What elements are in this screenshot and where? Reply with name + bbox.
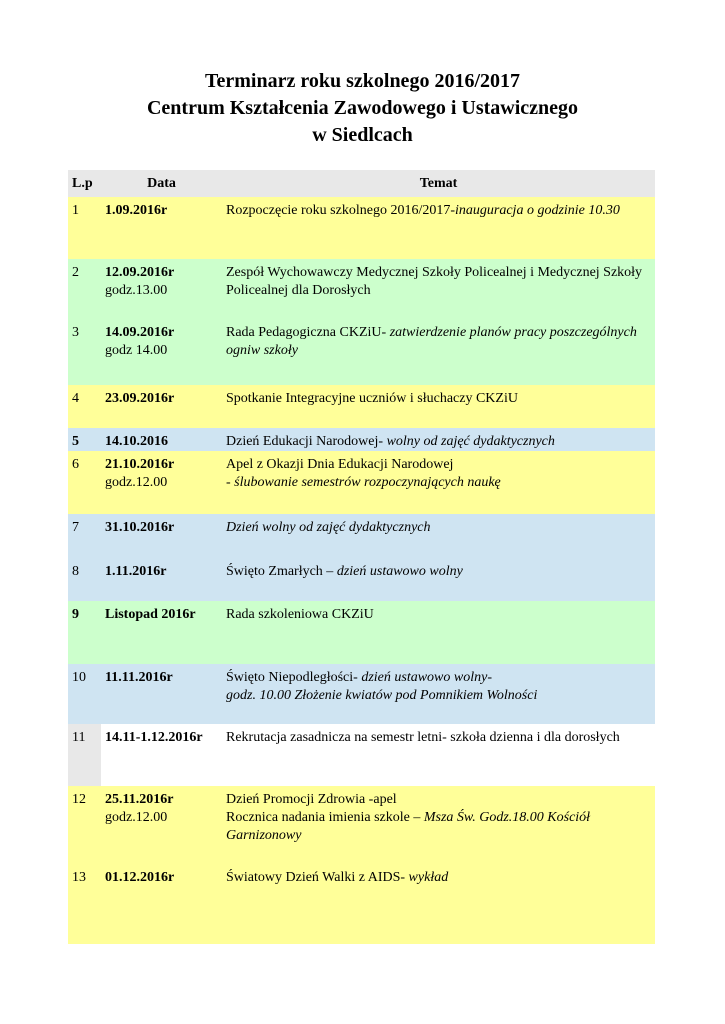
row-date-cell (101, 385, 222, 428)
row-topic (222, 319, 655, 385)
table-row (68, 664, 655, 724)
table-row (68, 724, 655, 786)
row-lp: 3 (72, 325, 79, 340)
row-topic (222, 786, 655, 864)
title-line-3: w Siedlcach (312, 124, 413, 146)
row-date: 1.09.2016r (105, 203, 168, 218)
row-date: 14.10.2016 (105, 434, 168, 449)
topic-line (226, 687, 651, 705)
row-topic (222, 451, 655, 514)
topic-line (226, 869, 651, 887)
row-topic (222, 197, 655, 259)
row-date-cell (101, 319, 222, 385)
row-date: 1.11.2016r (105, 564, 167, 579)
row-date: 14.11-1.12.2016r (105, 730, 203, 745)
row-lp: 1 (72, 203, 79, 218)
topic-text: Rekrutacja zasadnicza na semestr letni- szkoła dzienna i dla dorosłych (226, 730, 620, 745)
row-lp: 4 (72, 391, 79, 406)
header-date: Data (101, 170, 222, 197)
row-topic (222, 259, 655, 319)
header-topic: Temat (222, 170, 655, 197)
table-row (68, 428, 655, 451)
row-topic (222, 864, 655, 944)
title-line-2: Centrum Kształcenia Zawodowego i Ustawicznego (146, 97, 579, 119)
document-title (0, 68, 725, 149)
row-topic (222, 601, 655, 664)
row-date: 01.12.2016r (105, 870, 175, 885)
topic-line (226, 456, 651, 474)
row-lp: 6 (72, 457, 79, 472)
topic-line (226, 433, 651, 451)
row-date: 31.10.2016r (105, 520, 175, 535)
table-row (68, 451, 655, 514)
row-time: godz 14.00 (105, 343, 168, 358)
row-lp: 8 (72, 564, 79, 579)
topic-note: dzień ustawowo wolny (336, 564, 463, 579)
row-date-cell (101, 259, 222, 319)
topic-line (226, 390, 651, 408)
topic-text: Święto Niepodległości- (226, 670, 362, 685)
row-topic (222, 558, 655, 601)
topic-line (226, 669, 651, 687)
table-row (68, 864, 655, 944)
row-date: 11.11.2016r (105, 670, 173, 685)
topic-line (226, 519, 651, 537)
row-lp: 2 (72, 265, 79, 280)
table-row (68, 601, 655, 664)
topic-line (226, 563, 651, 581)
row-date-cell (101, 601, 222, 664)
row-lp: 10 (72, 670, 86, 685)
topic-line (226, 202, 651, 220)
table-row (68, 319, 655, 385)
topic-text: Rocznica nadania imienia szkole – (226, 810, 424, 825)
row-time: godz.12.00 (105, 475, 168, 490)
topic-line (226, 809, 651, 845)
topic-text: Spotkanie Integracyjne uczniów i słuchaczy CKZiU (226, 391, 518, 406)
topic-text: Rada szkoleniowa CKZiU (226, 607, 374, 622)
row-lp: 7 (72, 520, 79, 535)
topic-line (226, 729, 651, 747)
row-date-cell (101, 724, 222, 786)
topic-note: dzień ustawowo wolny- (361, 670, 492, 685)
topic-text: - (226, 475, 235, 490)
schedule-table (68, 170, 655, 944)
row-date-cell (101, 514, 222, 558)
topic-line (226, 264, 651, 300)
table-header-row (68, 170, 655, 197)
row-lp: 12 (72, 792, 86, 807)
row-time: godz.13.00 (105, 283, 168, 298)
topic-note: inauguracja o godzinie 10.30 (455, 203, 620, 218)
table-row (68, 197, 655, 259)
header-lp: L.p (68, 170, 101, 197)
topic-line (226, 606, 651, 624)
row-topic (222, 664, 655, 724)
topic-text: Święto Zmarłych – (226, 564, 337, 579)
topic-line (226, 324, 651, 360)
row-date: 23.09.2016r (105, 391, 175, 406)
row-date: 21.10.2016r (105, 457, 175, 472)
row-date-cell (101, 786, 222, 864)
row-date-cell (101, 428, 222, 451)
row-lp: 5 (72, 434, 79, 449)
row-topic (222, 514, 655, 558)
topic-text: Dzień Promocji Zdrowia -apel (226, 792, 397, 807)
row-date: Listopad 2016r (105, 607, 196, 622)
topic-text: Zespół Wychowawczy Medycznej Szkoły Policealnej i Medycznej Szkoły Policealnej dla Dorosłych (226, 265, 643, 298)
title-line-1: Terminarz roku szkolnego 2016/2017 (204, 70, 520, 92)
row-date: 12.09.2016r (105, 265, 175, 280)
topic-line (226, 791, 651, 809)
table-row (68, 514, 655, 558)
topic-text: Apel z Okazji Dnia Edukacji Narodowej (226, 457, 454, 472)
row-date-cell (101, 451, 222, 514)
table-row (68, 786, 655, 864)
topic-text: Rada Pedagogiczna CKZiU- (226, 325, 390, 340)
topic-text: Dzień Edukacji Narodowej- (226, 434, 387, 449)
row-date-cell (101, 197, 222, 259)
topic-text: Rozpoczęcie roku szkolnego 2016/2017- (226, 203, 455, 218)
row-date-cell (101, 558, 222, 601)
topic-note: Dzień wolny od zajęć dydaktycznych (226, 520, 431, 535)
table-row (68, 259, 655, 319)
row-date: 25.11.2016r (105, 792, 174, 807)
topic-note: zatwierdzenie planów pracy poszczególnych ogniw szkoły (226, 325, 637, 358)
topic-note: ślubowanie semestrów rozpoczynających naukę (234, 475, 501, 490)
table-row (68, 558, 655, 601)
row-topic (222, 724, 655, 786)
row-topic (222, 385, 655, 428)
topic-note: wykład (408, 870, 449, 885)
row-date-cell (101, 664, 222, 724)
row-lp: 9 (72, 607, 79, 622)
topic-text: Światowy Dzień Walki z AIDS- (226, 870, 409, 885)
row-lp: 11 (68, 724, 101, 786)
topic-line (226, 474, 651, 492)
topic-note: Msza Św. Godz.18.00 Kościół Garnizonowy (226, 810, 591, 843)
row-lp: 13 (72, 870, 86, 885)
row-time: godz.12.00 (105, 810, 168, 825)
row-date: 14.09.2016r (105, 325, 175, 340)
table-row (68, 385, 655, 428)
topic-note: wolny od zajęć dydaktycznych (386, 434, 555, 449)
topic-note: godz. 10.00 Złożenie kwiatów pod Pomnikiem Wolności (226, 688, 538, 703)
row-topic (222, 428, 655, 451)
row-date-cell (101, 864, 222, 944)
